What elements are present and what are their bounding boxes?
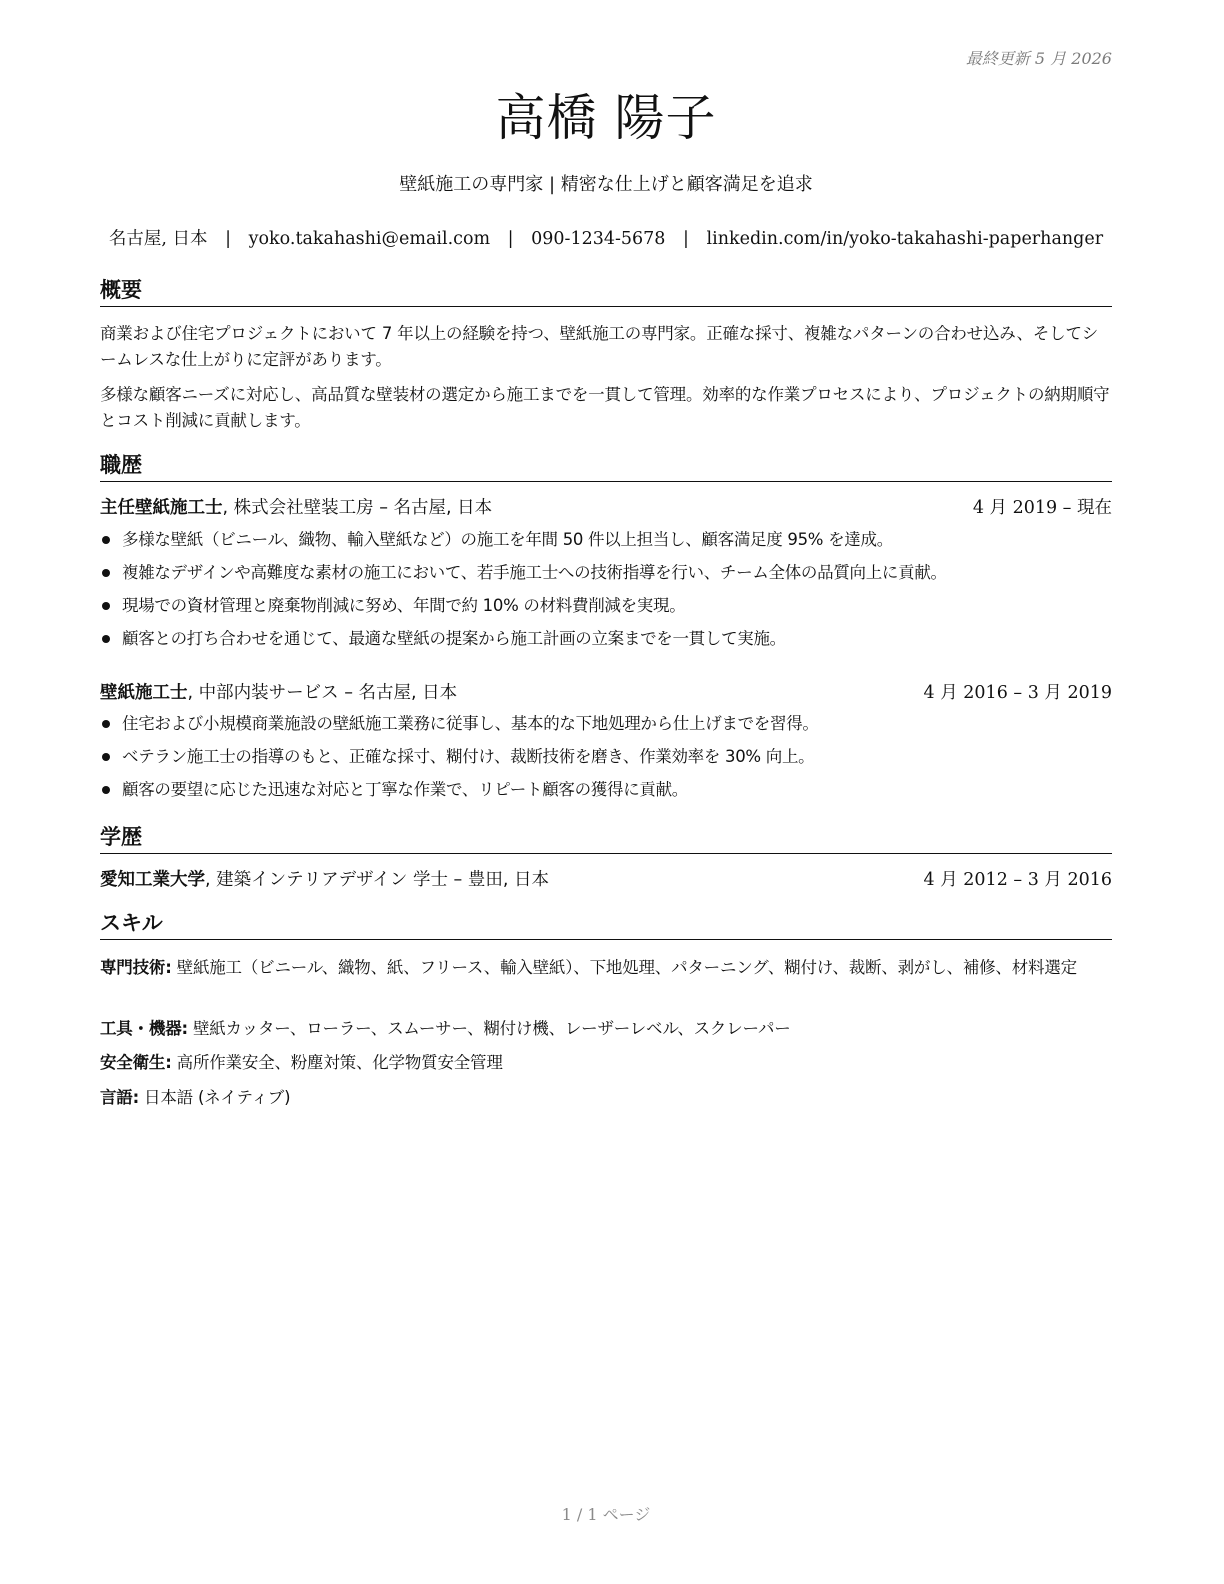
skill-label: 言語: <box>100 1088 139 1107</box>
contact-separator: | <box>225 229 232 249</box>
skill-value: 壁紙カッター、ローラー、スムーサー、糊付け機、レーザーレベル、スクレーパー <box>187 1019 791 1038</box>
bullet-text: 現場での資材管理と廃棄物削減に努め、年間で約 10% の材料費削減を実現。 <box>122 596 686 615</box>
list-item <box>100 622 1112 655</box>
skill-value: 壁紙施工（ビニール、織物、紙、フリース、輸入壁紙）、下地処理、パターニング、糊付け、裁断、剥がし、補修、材料選定 <box>171 958 1077 977</box>
section-title-skills: スキル <box>100 909 1112 940</box>
section-title-education: 学歴 <box>100 823 1112 854</box>
job-role: 壁紙施工士 <box>100 683 188 703</box>
skill-row <box>100 1050 1112 1076</box>
skill-label: 安全衛生: <box>100 1053 172 1072</box>
skill-row <box>100 955 1112 981</box>
education-school: 愛知工業大学 <box>100 870 205 890</box>
summary-paragraph: 商業および住宅プロジェクトにおいて 7 年以上の経験を持つ、壁紙施工の専門家。正確な採寸、複雑なパターンの合わせ込み、そしてシームレスな仕上がりに定評があります。 <box>100 324 1099 369</box>
bullet-icon <box>102 536 110 544</box>
resume-page <box>100 0 1112 1584</box>
list-item <box>100 556 1112 589</box>
candidate-name: 高橋 陽子 <box>495 89 717 147</box>
education-dates: 4 月 2012 – 3 月 2016 <box>923 870 1112 890</box>
list-item <box>100 740 1112 773</box>
section-title-experience: 職歴 <box>100 451 1112 482</box>
job-dates: 4 月 2016 – 3 月 2019 <box>923 683 1112 703</box>
bullet-text: 顧客との打ち合わせを通じて、最適な壁紙の提案から施工計画の立案までを一貫して実施。 <box>122 629 786 648</box>
bullet-text: 顧客の要望に応じた迅速な対応と丁寧な作業で、リピート顧客の獲得に貢献。 <box>122 780 689 799</box>
bullet-icon <box>102 569 110 577</box>
bullet-icon <box>102 635 110 643</box>
bullet-text: 複雑なデザインや高難度な素材の施工において、若手施工士への技術指導を行い、チーム全体の品質向上に貢献。 <box>122 563 947 582</box>
bullet-icon <box>102 720 110 728</box>
job-company: , 株式会社壁装工房 – 名古屋, 日本 <box>222 498 493 518</box>
summary-paragraph: 多様な顧客ニーズに対応し、高品質な壁装材の選定から施工までを一貫して管理。効率的な作業プロセスにより、プロジェクトの納期順守とコスト削減に貢献します。 <box>100 385 1110 430</box>
job-role: 主任壁紙施工士 <box>100 498 223 518</box>
skill-value: 日本語 (ネイティブ) <box>139 1088 291 1107</box>
skill-label: 専門技術: <box>100 958 172 977</box>
last-updated: 最終更新 5 月 2026 <box>965 49 1112 68</box>
job-company: , 中部内装サービス – 名古屋, 日本 <box>187 683 458 703</box>
education-degree: , 建築インテリアデザイン 学士 – 豊田, 日本 <box>205 870 549 890</box>
bullet-text: 住宅および小規模商業施設の壁紙施工業務に従事し、基本的な下地処理から仕上げまでを習得。 <box>122 714 819 733</box>
bullet-icon <box>102 753 110 761</box>
contact-phone: 090-1234-5678 <box>531 229 666 249</box>
job-bullets <box>100 523 1112 655</box>
bullet-text: ベテラン施工士の指導のもと、正確な採寸、糊付け、裁断技術を磨き、作業効率を 30% 向上。 <box>122 747 815 766</box>
job-header <box>100 495 1112 521</box>
skill-row <box>100 1085 1112 1111</box>
list-item <box>100 773 1112 806</box>
skill-row <box>100 1016 1112 1042</box>
job-dates: 4 月 2019 – 現在 <box>972 498 1112 518</box>
skill-value: 高所作業安全、粉塵対策、化学物質安全管理 <box>171 1053 503 1072</box>
bullet-icon <box>102 786 110 794</box>
list-item <box>100 523 1112 556</box>
bullet-text: 多様な壁紙（ビニール、織物、輸入壁紙など）の施工を年間 50 件以上担当し、顧客満足度 95% を達成。 <box>122 530 893 549</box>
contact-location: 名古屋, 日本 <box>108 229 208 249</box>
education-entry <box>100 867 1112 893</box>
bullet-icon <box>102 602 110 610</box>
section-title-summary: 概要 <box>100 276 1112 307</box>
contact-separator: | <box>507 229 514 249</box>
contact-linkedin[interactable]: linkedin.com/in/yoko-takahashi-paperhanger <box>706 229 1104 249</box>
tagline: 壁紙施工の専門家 | 精密な仕上げと顧客満足を追求 <box>399 174 813 195</box>
skill-label: 工具・機器: <box>100 1019 188 1038</box>
contact-separator: | <box>683 229 689 249</box>
page-indicator: 1 / 1 ページ <box>561 1505 651 1524</box>
job-header <box>100 680 1112 706</box>
contact-line <box>80 225 1132 250</box>
list-item <box>100 707 1112 740</box>
contact-email[interactable]: yoko.takahashi@email.com <box>248 229 491 249</box>
list-item <box>100 589 1112 622</box>
job-bullets <box>100 707 1112 806</box>
